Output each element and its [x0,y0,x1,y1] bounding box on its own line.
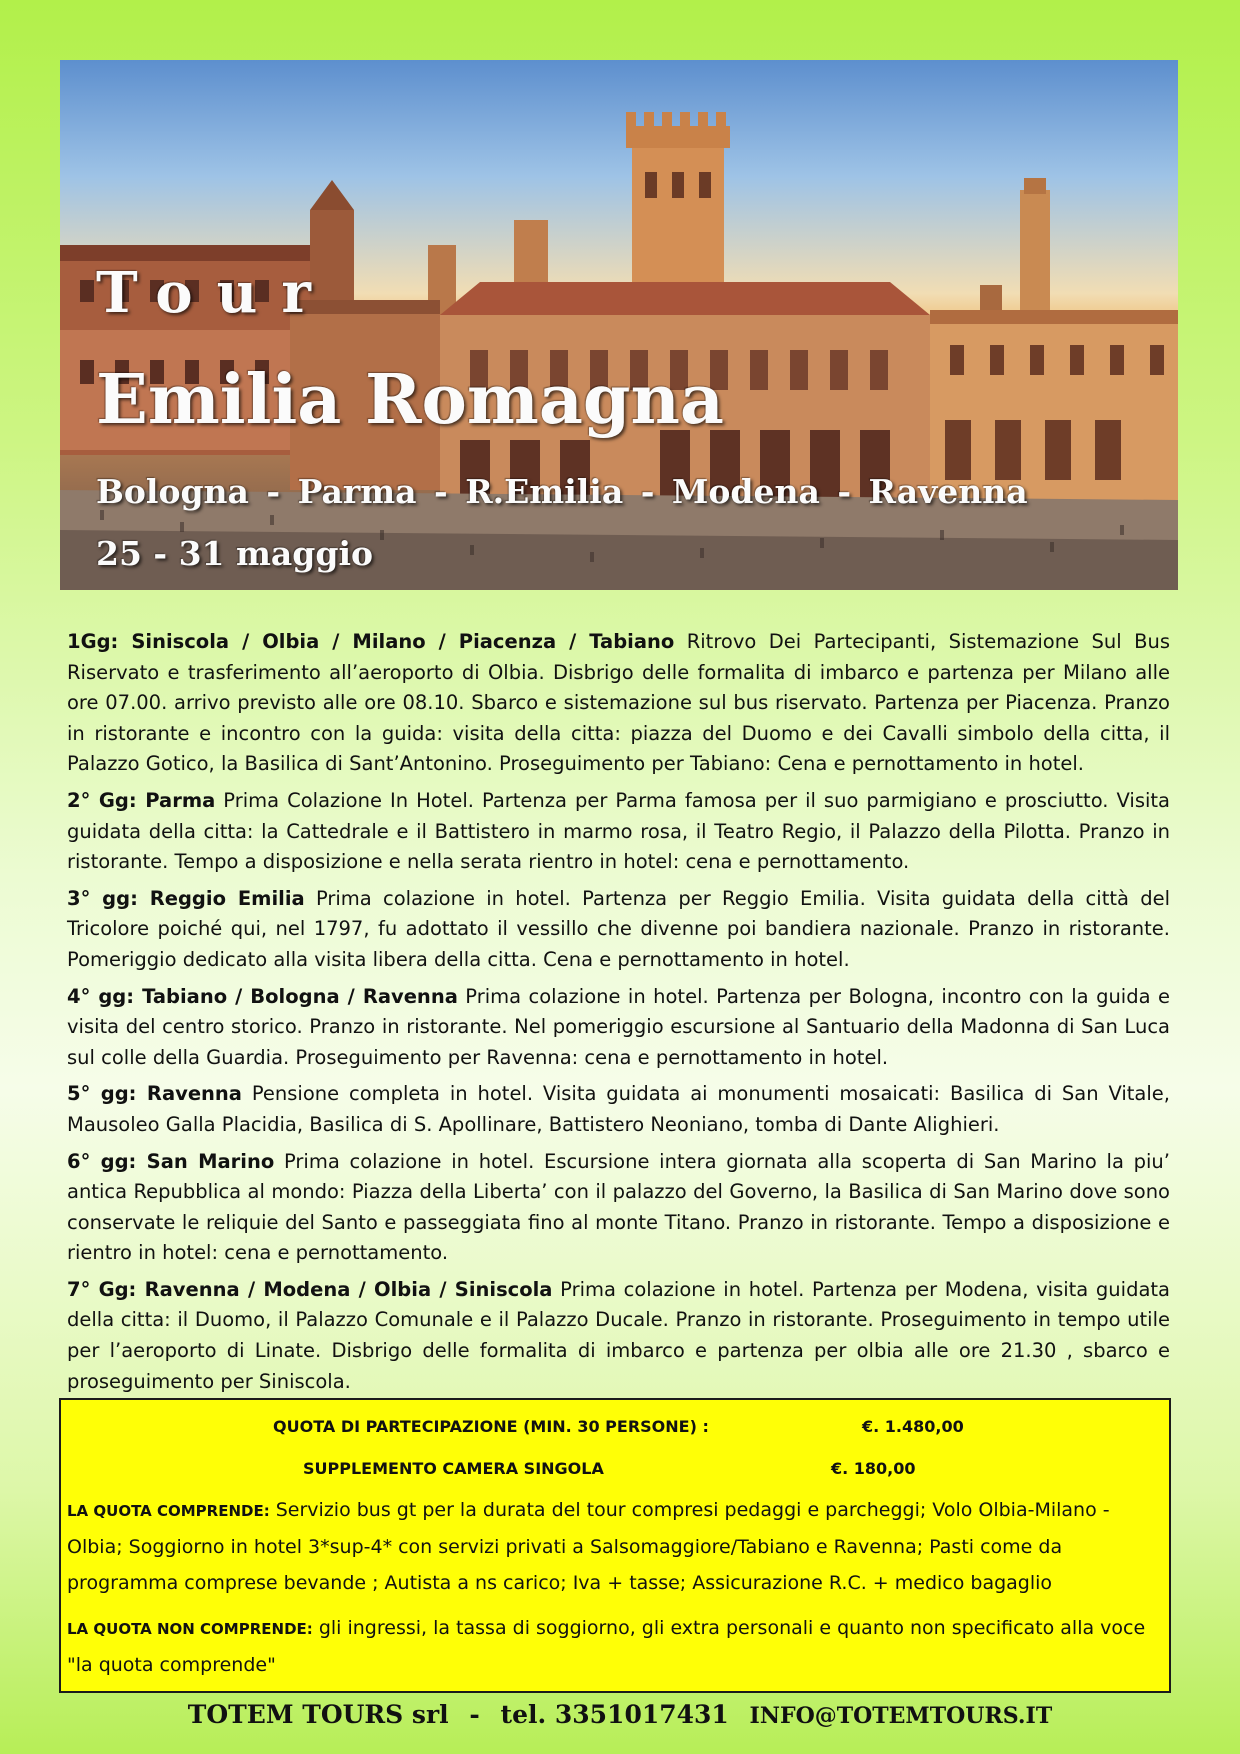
day-heading: 5° gg: Ravenna [67,1082,242,1106]
supplement-label: SUPPLEMENTO CAMERA SINGOLA [303,1459,604,1478]
footer-contact [0,1700,1240,1729]
day-heading: 2° Gg: Parma [67,788,216,812]
day-heading: 1Gg: Siniscola / Olbia / Milano / Piacenza / Tabiano [67,630,675,653]
itinerary-day-3 [67,884,1170,976]
itinerary-day-2 [67,786,1170,878]
footer-separator: - [469,1700,480,1729]
price-box [59,1398,1171,1693]
itinerary-day-1 [67,627,1170,780]
day-text: Prima colazione in hotel. Escursione intera giornata alla scoperta di San Marino la piu’ antica Repubblica al mondo: Piazza della Liberta’ con il palazzo del Governo, la Basilica di San Marino dove sono conservate le reliquie del Santo e passeggiata fino al monte Titano. Pranzo in ristorante. Tempo a disposizione e rientro in hotel: cena e pernottamento. [67,1149,1170,1265]
phone-number: tel. 3351017431 [500,1700,729,1729]
tour-dates: 25 - 31 maggio [96,534,374,573]
excludes-note [67,1610,1159,1683]
day-text: Prima colazione in hotel. Partenza per Bologna, incontro con la guida e visita del centro storico. Pranzo in ristorante. Nel pomeriggio escursione al Santuario della Madonna di San Luca sul colle della Guardia. Proseguimento per Ravenna: cena e pernottamento in hotel. [67,984,1170,1069]
excludes-text: gli ingressi, la tassa di soggiorno, gli extra personali e quanto non specificato alla voce "la quota comprende" [67,1617,1146,1676]
includes-text: Servizio bus gt per la durata del tour compresi pedaggi e parcheggi; Volo Olbia-Milano -Olbia; Soggiorno in hotel 3*sup-4* con servizi privati a Salsomaggiore/Tabiano e Ravenna; Pasti come da programma comprese bevande ; Autista a ns carico; Iva + tasse; Assicurazione R.C. + medico bagaglio [67,1499,1110,1594]
itinerary-day-5 [67,1079,1170,1140]
tour-label: Tour [96,260,335,326]
day-text: Prima colazione in hotel. Partenza per Reggio Emilia. Visita guidata della città del Tricolore poiché qui, nel 1797, fu adottato il vessillo che divenne poi bandiera nazionale. Pranzo in ristorante. Pomeriggio dedicato alla visita libera della citta. Cena e pernottamento in hotel. [67,886,1170,971]
day-heading: 6° gg: San Marino [67,1149,275,1173]
itinerary-day-6 [67,1147,1170,1269]
itinerary [67,627,1170,1403]
day-text: Ritrovo Dei Partecipanti, Sistemazione Sul Bus Riservato e trasferimento all’aeroporto di Olbia. Disbrigo delle formalita di imbarco e partenza per Milano alle ore 07.00. arrivo previsto alle ore 08.10. Sbarco e sistemazione sul bus riservato. Partenza per Piacenza. Pranzo in ristorante e incontro con la guida: visita della citta: piazza del Duomo e dei Cavalli simbolo della citta, il Palazzo Gotico, la Basilica di Sant’Antonino. Proseguimento per Tabiano: Cena e pernottamento in hotel. [67,630,1170,776]
supplement-value: €. 180,00 [831,1459,916,1478]
day-heading: 4° gg: Tabiano / Bologna / Ravenna [67,984,458,1008]
itinerary-day-4 [67,982,1170,1074]
hero-photo [60,60,1178,590]
day-text: Prima colazione in hotel. Partenza per Modena, visita guidata della citta: il Duomo, il Palazzo Comunale e il Palazzo Ducale. Pranzo in ristorante. Proseguimento in tempo utile per l’aeroporto di Linate. Disbrigo delle formalita di imbarco e partenza per olbia alle ore 21.30 , sbarco e proseguimento per Siniscola. [67,1277,1170,1393]
company-name: TOTEM TOURS srl [187,1700,449,1729]
quota-label: QUOTA DI PARTECIPAZIONE (MIN. 30 PERSONE) : [273,1417,709,1436]
day-text: Pensione completa in hotel. Visita guidata ai monumenti mosaicati: Basilica di San Vitale, Mausoleo Galla Placidia, Basilica di S. Apollinare, Battistero Neoniano, tomba di Dante Alighieri. [67,1082,1170,1136]
day-heading: 7° Gg: Ravenna / Modena / Olbia / Siniscola [67,1277,553,1301]
day-heading: 3° gg: Reggio Emilia [67,886,305,910]
itinerary-day-7 [67,1275,1170,1397]
quota-value: €. 1.480,00 [862,1417,964,1436]
tour-cities: Bologna - Parma - R.Emilia - Modena - Ravenna [96,472,1028,511]
includes-label: LA QUOTA COMPRENDE: [67,1502,270,1520]
tour-title: Emilia Romagna [96,360,724,440]
includes-note [67,1492,1159,1601]
email-address: INFO@TOTEMTOURS.IT [749,1703,1053,1729]
day-text: Prima Colazione In Hotel. Partenza per Parma famosa per il suo parmigiano e prosciutto. Visita guidata della citta: la Cattedrale e il Battistero in marmo rosa, il Teatro Regio, il Palazzo della Pilotta. Pranzo in ristorante. Tempo a disposizione e nella serata rientro in hotel: cena e pernottamento. [67,788,1170,874]
excludes-label: LA QUOTA NON COMPRENDE: [67,1620,313,1638]
